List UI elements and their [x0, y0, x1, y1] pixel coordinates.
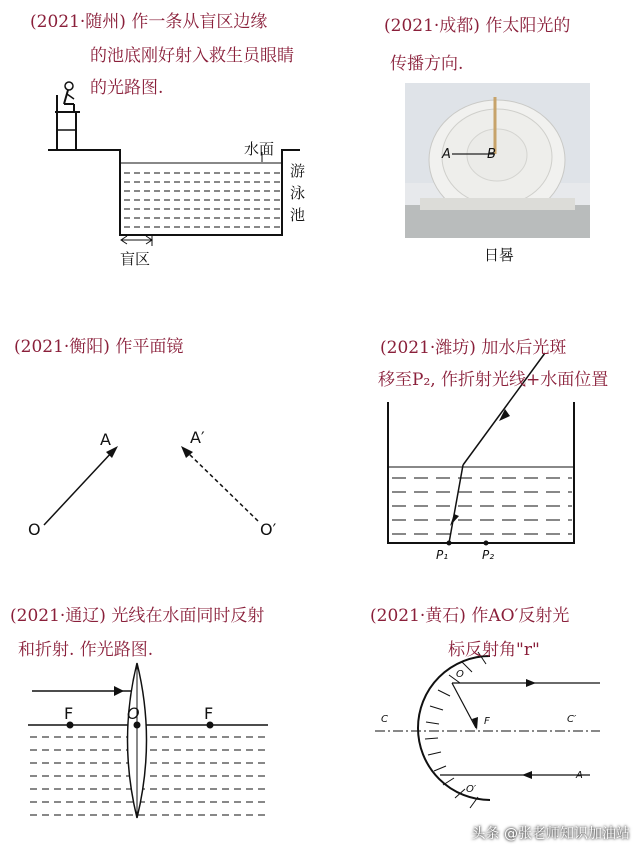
huangshi-label-a: A: [576, 770, 583, 781]
sundial-label-b: B: [487, 147, 496, 162]
tongliao-title: (2021·通辽) 光线在水面同时反射: [10, 606, 265, 626]
water-surface-label: 水面: [244, 140, 275, 158]
huangshi-diagram: [375, 652, 600, 808]
hengyang-diagram: [44, 446, 258, 525]
suizhou-line2: 的池底刚好射入救生员眼睛: [90, 46, 294, 66]
suizhou-pool-diagram: [48, 82, 300, 246]
huangshi-label-c-prime: C′: [567, 714, 577, 725]
tongliao-label-o: O: [127, 704, 140, 723]
weifang-label-p1: P₁: [436, 548, 449, 562]
sundial-label-a: A: [442, 147, 451, 162]
tongliao-diagram: [28, 663, 268, 818]
hengyang-label-o: O: [28, 520, 41, 539]
sundial-caption: 日晷: [484, 246, 515, 264]
weifang-line2: 移至P₂, 作折射光线+水面位置: [378, 370, 609, 390]
tongliao-label-f-right: F: [204, 704, 214, 723]
huangshi-line2: 标反射角"r": [448, 640, 540, 660]
watermark: 头条 @张老师知识加油站: [471, 826, 630, 842]
huangshi-label-o: O: [456, 669, 464, 680]
tongliao-line2: 和折射. 作光路图.: [18, 640, 154, 660]
chengdu-title: (2021·成都) 作太阳光的: [384, 16, 571, 36]
hengyang-label-o-prime: O′: [260, 520, 277, 539]
weifang-label-p2: P₂: [482, 548, 495, 562]
huangshi-title: (2021·黄石) 作AO′反射光: [370, 606, 570, 626]
huangshi-label-f: F: [484, 716, 490, 727]
huangshi-label-o-prime: O′: [466, 784, 477, 795]
hengyang-title: (2021·衡阳) 作平面镜: [14, 337, 184, 357]
chengdu-line2: 传播方向.: [390, 54, 464, 74]
hengyang-label-a: A: [100, 430, 111, 449]
suizhou-title: (2021·随州) 作一条从盲区边缘: [30, 12, 268, 32]
pool-label: 游泳池: [290, 162, 306, 224]
tongliao-label-f-left: F: [64, 704, 74, 723]
sundial-photo: [405, 83, 590, 238]
weifang-title: (2021·潍坊) 加水后光斑: [380, 338, 567, 358]
suizhou-line3: 的光路图.: [90, 78, 164, 98]
huangshi-label-c: C: [381, 714, 388, 725]
blind-zone-label: 盲区: [120, 250, 151, 268]
hengyang-label-a-prime: A′: [190, 428, 205, 447]
